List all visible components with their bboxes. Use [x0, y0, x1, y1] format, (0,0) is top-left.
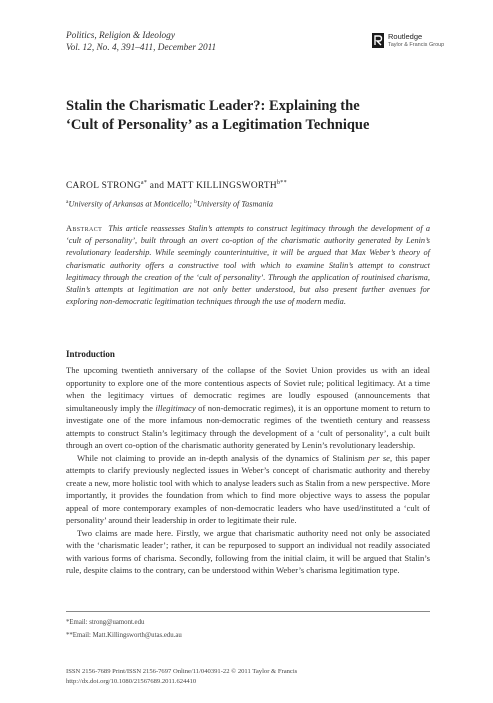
journal-issue: Vol. 12, No. 4, 391–411, December 2011: [66, 43, 217, 53]
publisher-brand: [372, 33, 444, 49]
affiliations: [66, 199, 273, 209]
footnote-divider: [66, 611, 430, 612]
affil-a-mark: a: [66, 199, 69, 205]
journal-header: [66, 30, 216, 54]
abstract-label: Abstract: [66, 224, 103, 233]
author-join: and: [147, 181, 167, 192]
paragraph-3: Two claims are made here. Firstly, we argue that charismatic authority need not only be associated with the ‘charismatic leader’; rather, it can be repurposed to support an individual not readily associated with various forms of charisma. Secondly, following from the initial claim, it will be argued that Stalin’s rule, despite claims to the contrary, can be understood within Weber’s charisma legitimation type.: [66, 527, 430, 575]
issn-line: [66, 667, 297, 677]
doi-link[interactable]: http://dx.doi.org/10.1080/21567689.2011.624410: [66, 678, 197, 685]
abstract: [66, 223, 430, 308]
author-line: [66, 180, 287, 191]
footnote-email-2: **Email: Matt.Killingsworth@utas.edu.au: [66, 632, 182, 639]
paragraph-2-text-a: While not claiming to provide an in-depth analysis of the dynamics of Stalinism: [77, 452, 369, 463]
article-title: [66, 97, 446, 134]
journal-name: Politics, Religion & Ideology: [66, 31, 175, 41]
author-1-mark: a*: [140, 180, 148, 186]
introduction-body: [66, 364, 430, 577]
issn-text: ISSN 2156-7689 Print/ISSN 2156-7697 Online/11/040391-22: [66, 668, 232, 675]
section-heading-introduction: Introduction: [66, 349, 115, 359]
paragraph-1-emphasis: illegitimacy: [155, 402, 196, 413]
author-1: CAROL STRONG: [66, 181, 141, 192]
author-2-mark: b**: [277, 180, 287, 186]
routledge-logo-icon: [372, 33, 384, 48]
issn-block: [66, 667, 297, 687]
paragraph-1: [66, 364, 430, 452]
paragraph-1-text-a: The upcoming twentieth anniversary of the collapse of the Soviet Union provides us with an ideal opportunity to explore one of the more contentious aspects of Soviet rule; political legitimacy. At a time when the legitimacy virtues of democratic regimes are loudly espoused (announcements that simultaneously imply the: [66, 365, 430, 413]
paragraph-1-text-b: of non-democratic regimes), it is an opportune moment to return to investigate one of the more infamous non-democratic regimes of the twentieth century and reassess attempts to construct Stalin’s legitimacy through the development of a ‘cult of personality’, a cult built through an overt co-option of the charismatic authority generated by Lenin’s revolutionary leadership.: [66, 402, 430, 450]
copyright-icon: ©: [231, 668, 237, 675]
paragraph-2-emphasis: per se: [368, 452, 390, 463]
author-2: MATT KILLINGSWORTH: [166, 181, 277, 192]
abstract-text: This article reassesses Stalin’s attempts to construct legitimacy through the development of a ‘cult of personality’, built through an overt co-option of the charismatic authority generated by Lenin’s revolutionary leadership. While seemingly counterintuitive, it will be argued that Max Weber’s theory of charismatic authority offers a constructive tool with which to examine Stalin’s attempt to construct legitimacy through the creation of the ‘cult of personality’. Through the application of routinised charisma, Stalin’s attempts at legitimation are not only better understood, but also present further avenues for exploring non-democratic legitimation techniques through the use of modern media.: [66, 224, 430, 307]
publisher-text: [388, 33, 444, 49]
footnote-email-1: *Email: strong@uamont.edu: [66, 619, 145, 626]
affil-b-mark: b: [194, 199, 197, 205]
title-line-2: ‘Cult of Personality’ as a Legitimation Technique: [66, 116, 370, 133]
paragraph-2-text-b: , this paper attempts to clarify previously neglected issues in Weber’s concept of charismatic authority and thereby create a new, more holistic tool with which to analyse leaders such as Stalin from a new perspective. More importantly, it provides the foundation from which to find more objective ways to assess the popular appeal of more contemporary examples of non-democratic leaders who have used/instituted a ‘cult of personality’ around their leadership in order to legitimate their rule.: [66, 452, 430, 525]
paragraph-2: [66, 452, 430, 527]
publisher-name: Routledge: [388, 32, 423, 41]
title-line-1: Stalin the Charismatic Leader?: Explaining the: [66, 98, 360, 114]
publisher-group: Taylor & Francis Group: [388, 41, 445, 48]
copyright-holder: 2011 Taylor & Francis: [236, 668, 298, 675]
affil-a: University of Arkansas at Monticello;: [68, 199, 195, 209]
affil-b: University of Tasmania: [196, 199, 273, 209]
